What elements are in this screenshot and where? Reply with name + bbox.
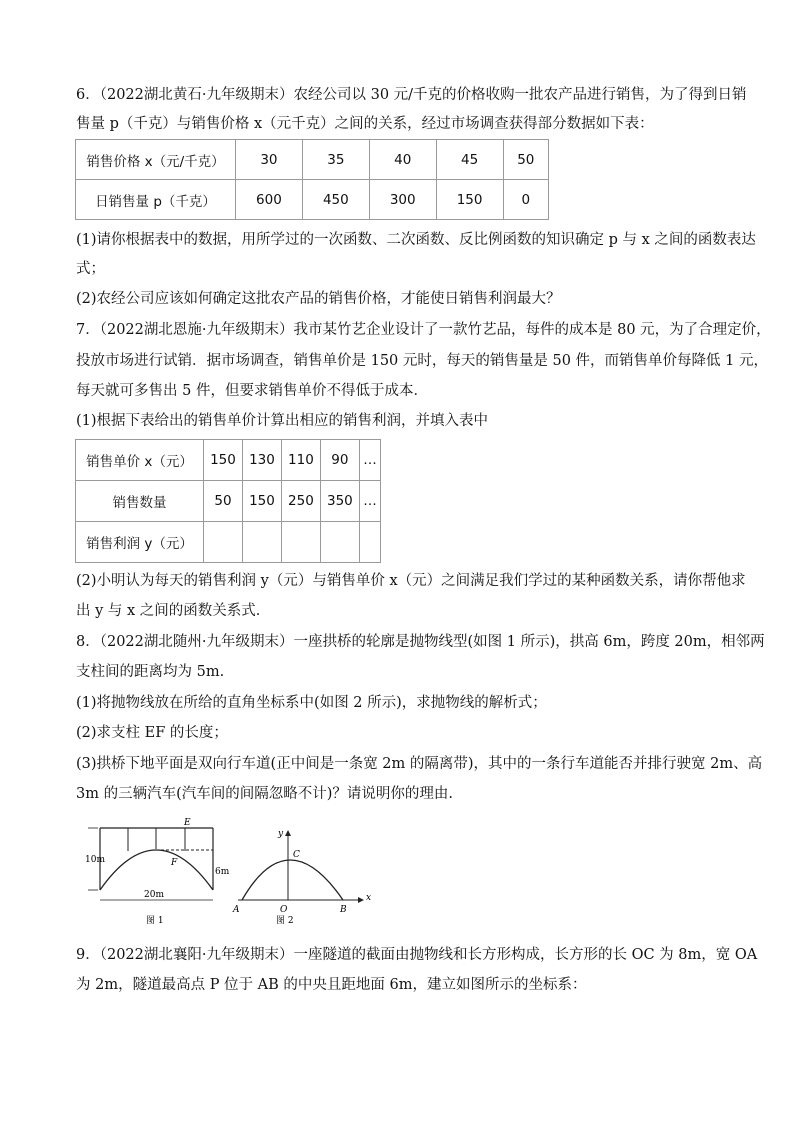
q8-line-1: 8．（2022湖北随州·九年级期末）一座拱桥的轮廓是抛物线型(如图 1 所示)，拱高 6m，跨度 20m，相邻两 (76, 634, 765, 650)
q6-price-sales-table (75, 139, 549, 220)
q7-line-3: 每天就可多售出 5 件，但要求销售单价不得低于成本． (76, 383, 428, 399)
label-y: y (278, 829, 284, 839)
table-cell: … (359, 481, 380, 522)
table-cell (242, 522, 281, 563)
table-cell: … (359, 440, 380, 481)
q7-line-2: 投放市场进行试销．据市场调查，销售单价是 150 元时，每天的销售量是 50 件，而销售单价每降低 1 元， (76, 353, 769, 369)
table-cell (359, 522, 380, 563)
q6-sub1-line-1: (1)请你根据表中的数据，用所学过的一次函数、二次函数、反比例函数的知识确定 p 与 x 之间的函数表达 (76, 232, 756, 248)
q7-line-1: 7．（2022湖北恩施·九年级期末）我市某竹艺企业设计了一款竹艺品，每件的成本是 80 元，为了合理定价， (76, 322, 771, 338)
q7-sub2-line-1: (2)小明认为每天的销售利润 y（元）与销售单价 x（元）之间满足我们学过的某种函数关系，请你帮他求 (76, 573, 746, 589)
table-cell: 日销售量 p（千克） (76, 180, 236, 220)
label-b: B (340, 905, 347, 915)
table-cell: 90 (320, 440, 359, 481)
table-cell: 150 (436, 180, 503, 220)
q8-sub3-line-2: 3m 的三辆汽车(汽车间的间隔忽略不计)？请说明你的理由. (76, 786, 454, 802)
table-cell: 450 (302, 180, 369, 220)
table-cell (204, 522, 243, 563)
table-row (76, 440, 381, 481)
table-row (76, 481, 381, 522)
label-10m: 10m (85, 855, 105, 865)
q6-line-2: 售量 p（千克）与销售价格 x（元千克）之间的关系，经过市场调查获得部分数据如下表： (76, 116, 654, 132)
table-row (76, 180, 549, 220)
q8-figure-1-bridge (80, 818, 240, 930)
table-cell: 45 (436, 140, 503, 180)
arch-curve (100, 850, 213, 890)
label-f: F (171, 858, 178, 868)
label-6m: 6m (215, 867, 230, 877)
q6-sub1-line-2: 式； (76, 261, 105, 277)
q8-sub1: (1)将抛物线放在所给的直角坐标系中(如图 2 所示)，求抛物线的解析式； (76, 695, 547, 711)
table-cell: 30 (236, 140, 303, 180)
table-cell (320, 522, 359, 563)
table-cell: 600 (236, 180, 303, 220)
table-cell: 350 (320, 481, 359, 522)
table-cell: 300 (369, 180, 436, 220)
label-x: x (366, 893, 372, 903)
q7-sub1: (1)根据下表给出的销售单价计算出相应的销售利润，并填入表中 (76, 413, 489, 429)
fig1-caption: 图 1 (146, 916, 164, 926)
label-20m: 20m (144, 890, 164, 900)
label-a: A (233, 905, 240, 915)
parabola (242, 860, 343, 900)
table-cell: 0 (503, 180, 548, 220)
y-axis-arrow (285, 830, 291, 836)
label-e: E (184, 818, 191, 828)
table-cell: 110 (281, 440, 320, 481)
q6-line-1: 6．（2022湖北黄石·九年级期末）农经公司以 30 元/千克的价格收购一批农产品进行销售，为了得到日销 (76, 87, 747, 103)
q7-sub2-line-2: 出 y 与 x 之间的函数关系式． (76, 603, 271, 619)
table-row (76, 140, 549, 180)
table-cell: 销售数量 (76, 481, 204, 522)
q9-line-2: 为 2m，隧道最高点 P 位于 AB 的中央且距地面 6m，建立如图所示的坐标系： (76, 977, 587, 993)
table-cell: 销售价格 x（元/千克） (76, 140, 236, 180)
table-cell: 销售利润 y（元） (76, 522, 204, 563)
table-cell: 40 (369, 140, 436, 180)
q8-sub2: (2)求支柱 EF 的长度； (76, 725, 228, 741)
table-cell: 50 (503, 140, 548, 180)
q8-figure-2-coordinates (230, 826, 374, 930)
table-row (76, 522, 381, 563)
q6-sub2: (2)农经公司应该如何确定这批农产品的销售价格，才能使日销售利润最大？ (76, 291, 561, 307)
fig2-caption: 图 2 (276, 916, 294, 926)
label-c: C (293, 850, 300, 860)
table-cell: 250 (281, 481, 320, 522)
table-cell: 50 (204, 481, 243, 522)
q7-price-profit-table (75, 439, 381, 563)
q8-sub3-line-1: (3)拱桥下地平面是双向行车道(正中间是一条宽 2m 的隔离带)，其中的一条行车道能否并排行驶宽 2m、高 (76, 756, 763, 772)
table-cell: 150 (242, 481, 281, 522)
table-cell: 150 (204, 440, 243, 481)
table-cell (281, 522, 320, 563)
x-axis-arrow (358, 897, 364, 903)
table-cell: 销售单价 x（元） (76, 440, 204, 481)
q9-line-1: 9．（2022湖北襄阳·九年级期末）一座隧道的截面由抛物线和长方形构成，长方形的长 OC 为 8m，宽 OA (76, 947, 758, 963)
q8-line-2: 支柱间的距离均为 5m. (76, 664, 225, 680)
label-o: O (280, 905, 288, 915)
table-cell: 130 (242, 440, 281, 481)
table-cell: 35 (302, 140, 369, 180)
